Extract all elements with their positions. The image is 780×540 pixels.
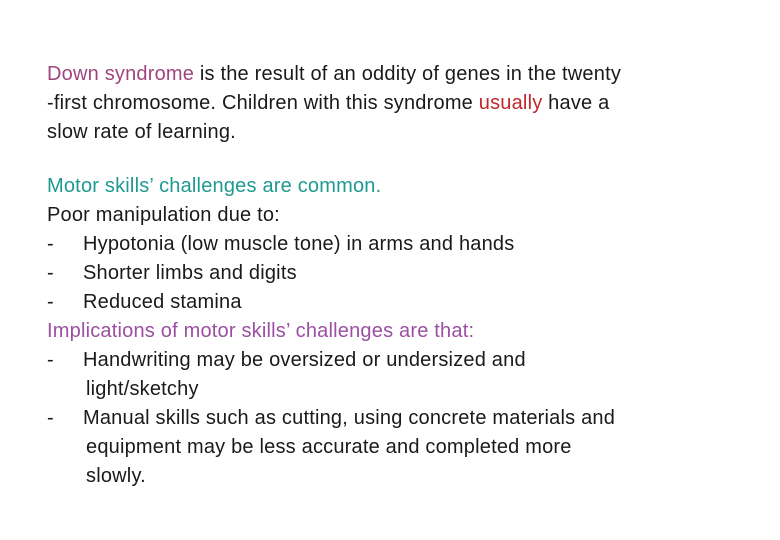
implication-continuation: slowly.	[86, 465, 146, 487]
implication-continuation: equipment may be less accurate and completed more	[86, 436, 572, 458]
intro-line-2-text: -first chromosome. Children with this syndrome	[47, 92, 479, 114]
intro-line-1	[47, 60, 747, 89]
cause-text: Shorter limbs and digits	[83, 262, 297, 284]
bullet-dash: -	[47, 233, 54, 255]
motor-skills-section	[47, 172, 747, 491]
implication-item	[47, 346, 747, 375]
bullet-dash: -	[47, 262, 54, 284]
intro-line-3: slow rate of learning.	[47, 121, 236, 143]
implication-text: Manual skills such as cutting, using concrete materials and	[83, 407, 616, 429]
bullet-dash: -	[47, 349, 54, 371]
cause-item	[47, 288, 747, 317]
implication-text: Handwriting may be oversized or undersized and	[83, 349, 526, 371]
implication-continuation: light/sketchy	[86, 378, 199, 400]
bullet-dash: -	[47, 407, 54, 429]
cause-intro: Poor manipulation due to:	[47, 204, 280, 226]
emphasis-usually: usually	[478, 92, 543, 114]
cause-text: Reduced stamina	[83, 291, 242, 313]
cause-text: Hypotonia (low muscle tone) in arms and hands	[83, 233, 515, 255]
intro-paragraph	[47, 60, 747, 147]
intro-line-2	[47, 89, 747, 118]
intro-line-2-end: have a	[542, 92, 610, 114]
cause-item	[47, 259, 747, 288]
term-down-syndrome: Down syndrome	[47, 63, 195, 85]
intro-line-1-text: is the result of an oddity of genes in the twenty	[194, 63, 622, 85]
implication-item	[47, 404, 747, 433]
cause-item	[47, 230, 747, 259]
motor-heading: Motor skills’ challenges are common.	[47, 175, 382, 197]
implications-heading: Implications of motor skills’ challenges are that:	[47, 320, 475, 342]
bullet-dash: -	[47, 291, 54, 313]
